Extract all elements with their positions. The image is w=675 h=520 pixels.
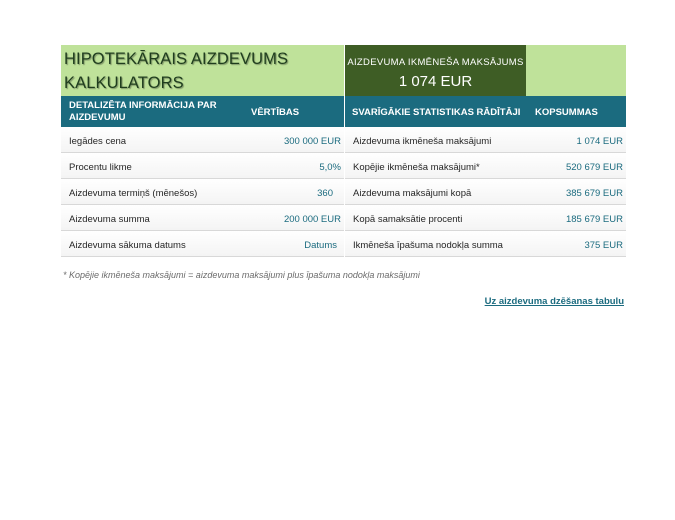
stat-row-total-interest [345,205,626,231]
loan-detail-row-amount [61,205,344,231]
totals-header-label: KOPSUMMAS [535,107,598,118]
header-accent-block [526,45,626,96]
total-interest-value: 185 679 EUR [565,214,623,225]
total-monthly-payments-value: 520 679 EUR [565,162,623,173]
key-stats-header [345,96,626,127]
stat-row-monthly-loan-payment [345,127,626,153]
total-loan-payments-label: Aizdevuma maksājumi kopā [353,188,472,199]
key-stats-header-label: SVARĪGĀKIE STATISTIKAS RĀDĪTĀJI [352,107,521,118]
purchase-price-input[interactable]: 300 000 EUR [283,136,341,147]
monthly-loan-payment-label: Aizdevuma ikmēneša maksājumi [353,136,492,147]
loan-detail-row-start-date [61,231,344,257]
purchase-price-label: Iegādes cena [69,136,127,147]
property-tax-value: 375 EUR [584,240,623,251]
footnote: * Kopējie ikmēneša maksājumi = aizdevuma maksājumi plus īpašuma nodokļa maksājumi [63,270,420,280]
total-interest-label: Kopā samaksātie procenti [353,214,463,225]
stat-row-property-tax [345,231,626,257]
amortization-table-link[interactable]: Uz aizdevuma dzēšanas tabulu [484,296,624,307]
loan-amount-label: Aizdevuma summa [69,214,150,225]
monthly-payment-value: 1 074 EUR [398,73,473,90]
monthly-loan-payment-value: 1 074 EUR [576,136,623,147]
monthly-payment-label: AIZDEVUMA IKMĒNEŠA MAKSĀJUMS [347,57,524,68]
total-loan-payments-value: 385 679 EUR [565,188,623,199]
loan-detail-row-purchase-price [61,127,344,153]
loan-term-input[interactable]: 360 [317,188,333,199]
stat-row-total-monthly-payments [345,153,626,179]
title-line-2: KALKULATORS [64,74,184,92]
title-line-1: HIPOTEKĀRAIS AIZDEVUMS [64,50,289,68]
loan-details-header [61,96,344,127]
interest-rate-input[interactable]: 5,0% [319,162,341,173]
loan-detail-row-term [61,179,344,205]
loan-amount-input[interactable]: 200 000 EUR [283,214,341,225]
interest-rate-label: Procentu likme [69,162,132,173]
monthly-payment-panel [345,45,526,96]
property-tax-label: Ikmēneša īpašuma nodokļa summa [353,240,503,251]
stat-row-total-loan-payments [345,179,626,205]
loan-term-label: Aizdevuma termiņš (mēnešos) [69,188,198,199]
start-date-input[interactable]: Datums [304,240,337,251]
total-monthly-payments-label: Kopējie ikmēneša maksājumi* [353,162,480,173]
title-block [61,45,344,96]
loan-details-header-label: DETALIZĒTA INFORMĀCIJA PAR AIZDEVUMU [69,100,217,123]
loan-detail-row-interest-rate [61,153,344,179]
start-date-label: Aizdevuma sākuma datums [69,240,186,251]
values-header-label: VĒRTĪBAS [251,107,300,118]
